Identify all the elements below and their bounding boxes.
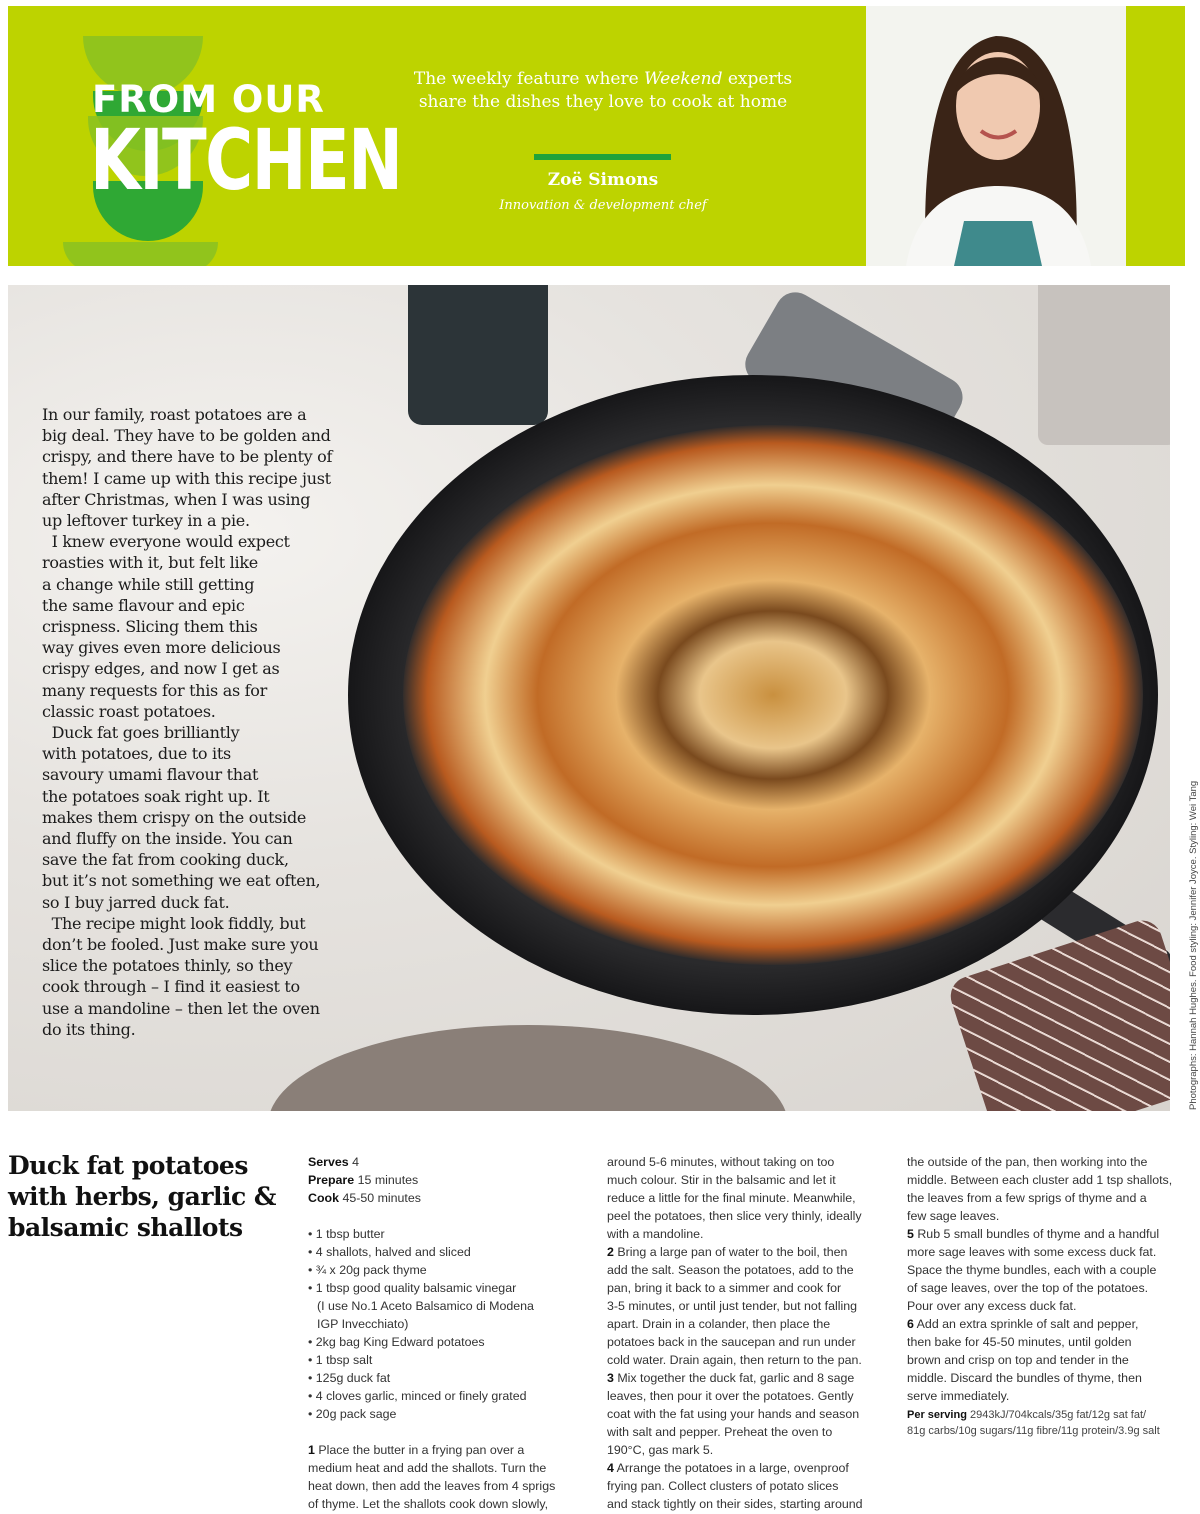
step-number: 1: [308, 1443, 315, 1457]
brand-line2: KITCHEN: [90, 111, 402, 209]
method-line: [607, 1189, 897, 1207]
nutrition-label: Per serving: [907, 1409, 967, 1421]
method-line: [607, 1279, 897, 1297]
method-line: [907, 1315, 1197, 1333]
ingredient-text: • 125g duck fat: [308, 1371, 391, 1385]
step-text: add the salt. Season the potatoes, add to the: [607, 1263, 854, 1277]
feature-tagline: [408, 68, 798, 114]
step-text: with salt and pepper. Preheat the oven to: [607, 1425, 833, 1439]
feature-banner: [8, 6, 1185, 266]
ingredient-text: • 4 cloves garlic, minced or finely grated: [308, 1389, 527, 1403]
intro-line: crispy, and there have to be plenty of: [42, 447, 333, 467]
bowl-graphic: [63, 242, 218, 266]
method-line: [607, 1495, 897, 1513]
step-text: of sage leaves, over the top of the potatoes.: [907, 1281, 1149, 1295]
intro-line: so I buy jarred duck fat.: [42, 892, 230, 912]
ingredient-text: • 1 tbsp salt: [308, 1353, 373, 1367]
method-line: [607, 1369, 897, 1387]
intro-line: big deal. They have to be golden and: [42, 426, 331, 446]
method-steps: [308, 1441, 598, 1513]
serves: [308, 1153, 598, 1171]
balsamic-bottle-image: [408, 285, 548, 425]
method-line: [607, 1297, 897, 1315]
intro-line: roasties with it, but felt like: [42, 553, 258, 573]
ingredient-text: • 1 tbsp butter: [308, 1227, 385, 1241]
ingredient-text: IGP Invecchiato): [317, 1317, 409, 1331]
intro-line: In our family, roast potatoes are a: [42, 405, 307, 424]
step-number: 3: [607, 1371, 614, 1385]
intro-line: I knew everyone would expect: [42, 532, 290, 552]
ingredient-text: • ¾ x 20g pack thyme: [308, 1263, 427, 1277]
method-line: [907, 1333, 1197, 1351]
tagline-italic: Weekend: [644, 69, 723, 89]
method-line: [607, 1333, 897, 1351]
step-text: Bring a large pan of water to the boil, then: [613, 1245, 848, 1259]
ingredient-item: [308, 1405, 598, 1423]
method-line: [907, 1387, 1197, 1405]
ingredient-item: [308, 1333, 598, 1351]
method-line: [607, 1387, 897, 1405]
method-steps: [907, 1153, 1197, 1405]
nutrition-values: 81g carbs/10g sugars/11g fibre/11g protein/3.9g salt: [907, 1425, 1160, 1437]
intro-line: way gives even more delicious: [42, 638, 281, 658]
step-text: frying pan. Collect clusters of potato slices: [607, 1479, 839, 1493]
intro-line: use a mandoline – then let the oven: [42, 998, 320, 1018]
method-line: [907, 1243, 1197, 1261]
method-line: [907, 1171, 1197, 1189]
method-line: [607, 1261, 897, 1279]
prepare-label: Prepare: [308, 1173, 355, 1187]
step-text: few sage leaves.: [907, 1209, 1000, 1223]
step-text: heat down, then add the leaves from 4 sprigs: [308, 1479, 556, 1493]
ingredient-text: • 20g pack sage: [308, 1407, 397, 1421]
step-text: with a mandoline.: [607, 1227, 704, 1241]
author-role: Innovation & development chef: [499, 198, 707, 213]
step-number: 4: [607, 1461, 614, 1475]
recipe-column-2: [607, 1153, 897, 1513]
step-text: Arrange the potatoes in a large, ovenproof: [613, 1461, 849, 1475]
intro-line: save the fat from cooking duck,: [42, 850, 289, 870]
ingredient-item: [308, 1225, 598, 1243]
nutrition-info: [907, 1407, 1197, 1439]
method-line: [907, 1297, 1197, 1315]
step-text: middle. Discard the bundles of thyme, then: [907, 1371, 1142, 1385]
intro-line: The recipe might look fiddly, but: [42, 913, 306, 933]
ingredient-text: • 1 tbsp good quality balsamic vinegar: [308, 1281, 517, 1295]
intro-line: Duck fat goes brilliantly: [42, 723, 240, 743]
intro-line: savoury umami flavour that: [42, 765, 259, 785]
method-line: [607, 1243, 897, 1261]
step-number: 5: [907, 1227, 914, 1241]
method-line: [907, 1261, 1197, 1279]
prepare-value: 15 minutes: [357, 1173, 419, 1187]
step-number: 6: [907, 1317, 914, 1331]
method-line: [308, 1477, 598, 1495]
author-portrait: [866, 6, 1126, 266]
method-line: [308, 1441, 598, 1459]
method-line: [607, 1315, 897, 1333]
step-text: around 5-6 minutes, without taking on too: [607, 1155, 835, 1169]
method-line: [607, 1153, 897, 1171]
method-line: [607, 1459, 897, 1477]
step-text: middle. Between each cluster add 1 tsp shallots,: [907, 1173, 1173, 1187]
method-line: [607, 1441, 897, 1459]
method-line: [607, 1225, 897, 1243]
intro-line: the same flavour and epic: [42, 595, 245, 615]
step-text: leaves, then pour it over the potatoes. Gently: [607, 1389, 854, 1403]
step-text: serve immediately.: [907, 1389, 1010, 1403]
intro-line: a change while still getting: [42, 574, 255, 594]
step-text: of thyme. Let the shallots cook down slowly,: [308, 1497, 549, 1511]
serves-label: Serves: [308, 1155, 349, 1169]
intro-line: crispy edges, and now I get as: [42, 659, 280, 679]
ingredient-item: [308, 1351, 598, 1369]
intro-line: don’t be fooled. Just make sure you: [42, 935, 319, 955]
intro-line: after Christmas, when I was using: [42, 489, 311, 509]
ingredient-text: (I use No.1 Aceto Balsamico di Modena: [317, 1299, 534, 1313]
method-steps: [607, 1153, 897, 1513]
intro-line: classic roast potatoes.: [42, 701, 216, 721]
step-text: Rub 5 small bundles of thyme and a handful: [913, 1227, 1160, 1241]
cook-value: 45-50 minutes: [342, 1191, 421, 1205]
method-line: [607, 1477, 897, 1495]
ingredients-list: [308, 1225, 598, 1423]
step-text: more sage leaves with some excess duck fat.: [907, 1245, 1157, 1259]
ingredient-item: [308, 1387, 598, 1405]
tagline-text: experts share the dishes they love to cook at home: [418, 69, 793, 112]
cook-time: [308, 1189, 598, 1207]
method-line: [907, 1279, 1197, 1297]
author-name: Zoë Simons: [547, 170, 659, 190]
method-line: [308, 1459, 598, 1477]
intro-line: them! I came up with this recipe just: [42, 468, 331, 488]
method-line: [907, 1153, 1197, 1171]
step-text: pan, bring it back to a simmer and cook for: [607, 1281, 842, 1295]
method-line: [907, 1189, 1197, 1207]
ingredient-item: [308, 1243, 598, 1261]
step-text: apart. Drain in a colander, then place the: [607, 1317, 831, 1331]
step-text: coat with the fat using your hands and season: [607, 1407, 860, 1421]
intro-line: do its thing.: [42, 1019, 136, 1039]
intro-line: cook through – I find it easiest to: [42, 977, 300, 997]
intro-line: and fluffy on the inside. You can: [42, 829, 293, 849]
step-text: Pour over any excess duck fat.: [907, 1299, 1077, 1313]
prepare-time: [308, 1171, 598, 1189]
step-text: much colour. Stir in the balsamic and let it: [607, 1173, 836, 1187]
step-text: reduce a little for the final minute. Meanwhile,: [607, 1191, 856, 1205]
step-text: Add an extra sprinkle of salt and pepper,: [913, 1317, 1139, 1331]
step-text: Mix together the duck fat, garlic and 8 sage: [613, 1371, 855, 1385]
method-line: [607, 1171, 897, 1189]
ingredient-item: [308, 1261, 598, 1279]
ingredient-text: • 4 shallots, halved and sliced: [308, 1245, 471, 1259]
intro-line: with potatoes, due to its: [42, 744, 231, 764]
jar-image: [1038, 285, 1170, 445]
divider: [534, 154, 671, 160]
serves-value: 4: [352, 1155, 360, 1169]
nutrition-values: 2943kJ/704kcals/35g fat/12g sat fat/: [966, 1409, 1147, 1421]
intro-text: [42, 404, 332, 1040]
step-number: 2: [607, 1245, 614, 1259]
ingredient-text: • 2kg bag King Edward potatoes: [308, 1335, 485, 1349]
step-text: Space the thyme bundles, each with a couple: [907, 1263, 1157, 1277]
recipe-column-3: [907, 1153, 1197, 1439]
step-text: and stack tightly on their sides, starting around: [607, 1497, 863, 1511]
plate-image: [268, 1025, 788, 1111]
method-line: [907, 1351, 1197, 1369]
step-text: the leaves from a few sprigs of thyme and a: [907, 1191, 1147, 1205]
method-line: [607, 1405, 897, 1423]
intro-line: slice the potatoes thinly, so they: [42, 956, 293, 976]
step-text: Place the butter in a frying pan over a: [314, 1443, 525, 1457]
tagline-text: The weekly feature where: [413, 69, 645, 89]
step-text: brown and crisp on top and tender in the: [907, 1353, 1129, 1367]
method-line: [907, 1207, 1197, 1225]
intro-line: but it’s not something we eat often,: [42, 871, 321, 891]
step-text: potatoes back in the saucepan and run under: [607, 1335, 856, 1349]
potatoes-image: [403, 425, 1143, 965]
cook-label: Cook: [308, 1191, 339, 1205]
step-text: medium heat and add the shallots. Turn the: [308, 1461, 547, 1475]
recipe-title: Duck fat potatoes with herbs, garlic & balsamic shallots: [8, 1151, 277, 1242]
method-line: [907, 1225, 1197, 1243]
method-line: [607, 1351, 897, 1369]
ingredient-item: [308, 1369, 598, 1387]
ingredient-item: [308, 1279, 598, 1333]
method-line: [308, 1495, 598, 1513]
method-line: [607, 1423, 897, 1441]
intro-line: crispness. Slicing them this: [42, 617, 258, 637]
photo-credit: Photographs: Hannah Hughes. Food styling: Jennifer Joyce. Styling: Wei Tang: [1188, 780, 1199, 1110]
intro-line: many requests for this as for: [42, 680, 267, 700]
step-text: then bake for 45-50 minutes, until golden: [907, 1335, 1132, 1349]
recipe-column-1: [308, 1153, 598, 1513]
step-text: 3-5 minutes, or until just tender, but not falling: [607, 1299, 858, 1313]
step-text: cold water. Drain again, then return to the pan.: [607, 1353, 862, 1367]
method-line: [907, 1369, 1197, 1387]
step-text: 190°C, gas mark 5.: [607, 1443, 714, 1457]
intro-line: makes them crispy on the outside: [42, 807, 307, 827]
method-line: [607, 1207, 897, 1225]
intro-line: up leftover turkey in a pie.: [42, 511, 250, 531]
step-text: the outside of the pan, then working into the: [907, 1155, 1148, 1169]
intro-line: the potatoes soak right up. It: [42, 786, 270, 806]
step-text: peel the potatoes, then slice very thinly, ideally: [607, 1209, 862, 1223]
brand-line1: FROM OUR: [92, 78, 325, 121]
